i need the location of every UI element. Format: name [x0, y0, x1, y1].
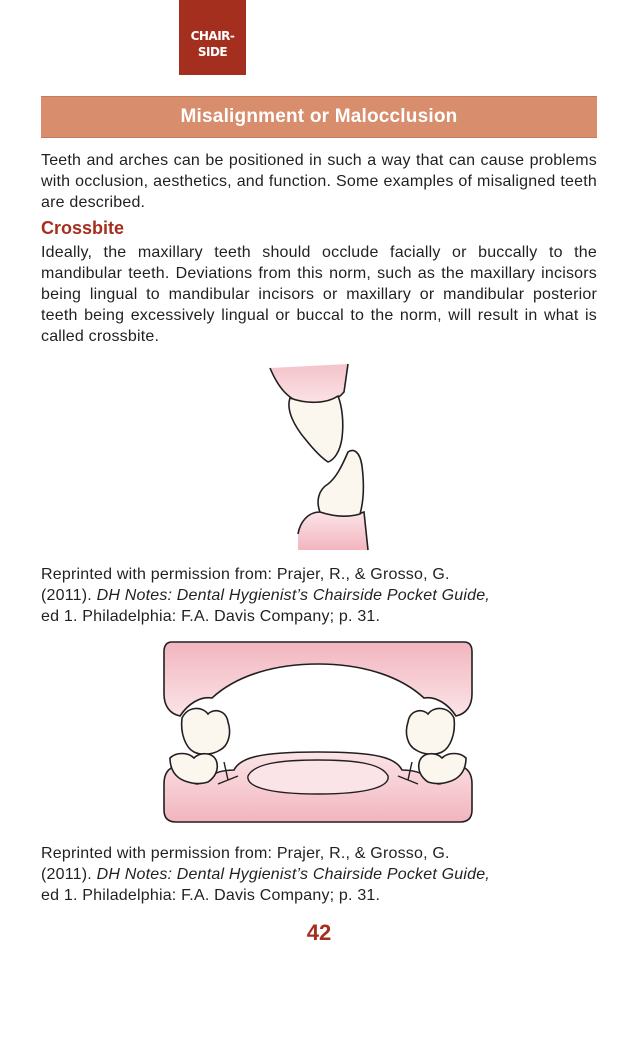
tab-label-line1: CHAIR- [190, 28, 235, 43]
caption-book-title: DH Notes: Dental Hygienist’s Chairside Pocket Guide, [96, 587, 490, 604]
caption-book-title: DH Notes: Dental Hygienist’s Chairside Pocket Guide, [96, 866, 490, 883]
chairside-tab [179, 0, 246, 75]
anterior-crossbite-illustration [260, 362, 380, 554]
figure-caption-1 [41, 564, 597, 627]
figure-caption-2 [41, 843, 597, 906]
caption-line: ed 1. Philadelphia: F.A. Davis Company; p. 31. [41, 887, 381, 904]
caption-line: Reprinted with permission from: Prajer, R., & Grosso, G. [41, 566, 450, 583]
caption-year: (2011). [41, 866, 97, 883]
posterior-crossbite-illustration [158, 634, 478, 826]
section-title: Misalignment or Malocclusion [180, 106, 458, 127]
section-banner [41, 96, 597, 138]
page-number: 42 [306, 920, 332, 945]
caption-line [41, 585, 597, 606]
tab-label-line2: SIDE [197, 44, 228, 59]
caption-line: Reprinted with permission from: Prajer, R., & Grosso, G. [41, 845, 450, 862]
crossbite-paragraph: Ideally, the maxillary teeth should occlude facially or buccally to the mandibular teeth. Deviations from this norm, such as the maxillary incisors being lingual to mandibular incisors or maxillary or mandibular posterior teeth being excessively lingual or buccal to the norm, will result in what is called crossbite. [41, 244, 597, 345]
caption-year: (2011). [41, 587, 97, 604]
crossbite-heading: Crossbite [41, 218, 125, 238]
caption-line: ed 1. Philadelphia: F.A. Davis Company; p. 31. [41, 608, 381, 625]
intro-paragraph: Teeth and arches can be positioned in such a way that can cause problems with occlusion, aesthetics, and function. Some examples of misaligned teeth are described. [41, 152, 597, 211]
caption-line [41, 864, 597, 885]
